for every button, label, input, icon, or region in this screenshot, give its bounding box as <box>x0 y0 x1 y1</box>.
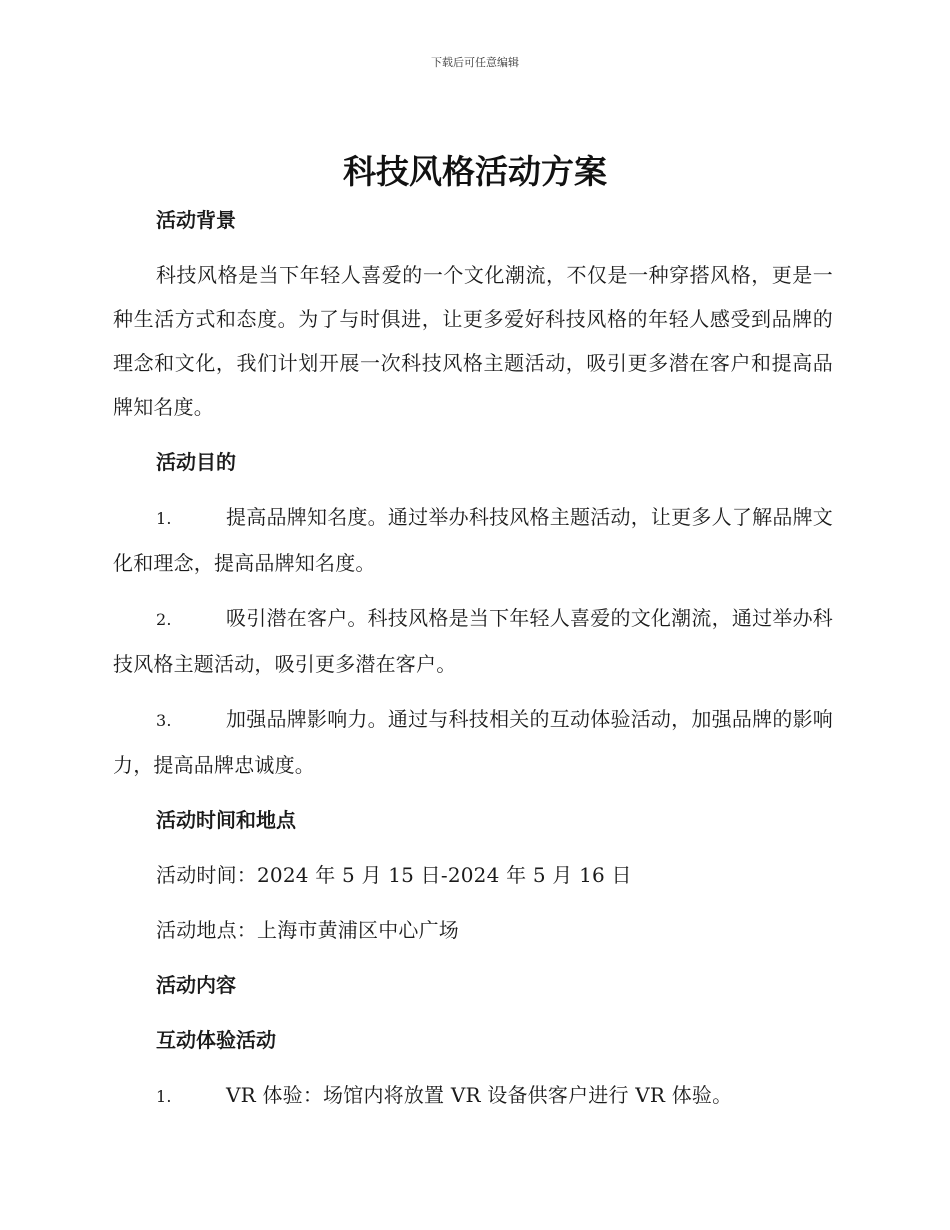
background-paragraph: 科技风格是当下年轻人喜爱的一个文化潮流，不仅是一种穿搭风格，更是一种生活方式和态度。为了与时俱进，让更多爱好科技风格的年轻人感受到品牌的理念和文化，我们计划开展一次科技风格主题活动，吸引更多潜在客户和提高品牌知名度。 <box>113 263 833 419</box>
section-heading-content: 活动内容 <box>156 973 236 997</box>
document-body <box>113 198 833 1119</box>
content-item-1 <box>113 1073 833 1119</box>
purpose-item-3 <box>113 697 833 787</box>
list-item-text: 提高品牌知名度。通过举办科技风格主题活动，让更多人了解品牌文化和理念，提高品牌知名度。 <box>113 505 833 575</box>
list-number: 1. <box>156 509 172 528</box>
document-title: 科技风格活动方案 <box>343 152 607 191</box>
header-note: 下载后可任意编辑 <box>431 56 519 69</box>
purpose-item-1 <box>113 495 833 585</box>
list-number: 1. <box>156 1087 172 1106</box>
event-place: 活动地点：上海市黄浦区中心广场 <box>156 918 459 942</box>
purpose-item-2 <box>113 596 833 686</box>
list-item-text: 加强品牌影响力。通过与科技相关的互动体验活动，加强品牌的影响力，提高品牌忠诚度。 <box>113 707 833 777</box>
list-number: 2. <box>156 610 172 629</box>
subsection-heading-interactive: 互动体验活动 <box>156 1028 276 1052</box>
event-time: 活动时间：2024 年 5 月 15 日-2024 年 5 月 16 日 <box>156 863 632 887</box>
list-item-text: VR 体验：场馆内将放置 VR 设备供客户进行 VR 体验。 <box>226 1083 733 1107</box>
section-heading-purpose: 活动目的 <box>156 450 236 474</box>
list-item-text: 吸引潜在客户。科技风格是当下年轻人喜爱的文化潮流，通过举办科技风格主题活动，吸引更多潜在客户。 <box>113 606 833 676</box>
section-heading-background: 活动背景 <box>156 208 236 232</box>
list-number: 3. <box>156 711 172 730</box>
section-heading-time-place: 活动时间和地点 <box>156 808 296 832</box>
